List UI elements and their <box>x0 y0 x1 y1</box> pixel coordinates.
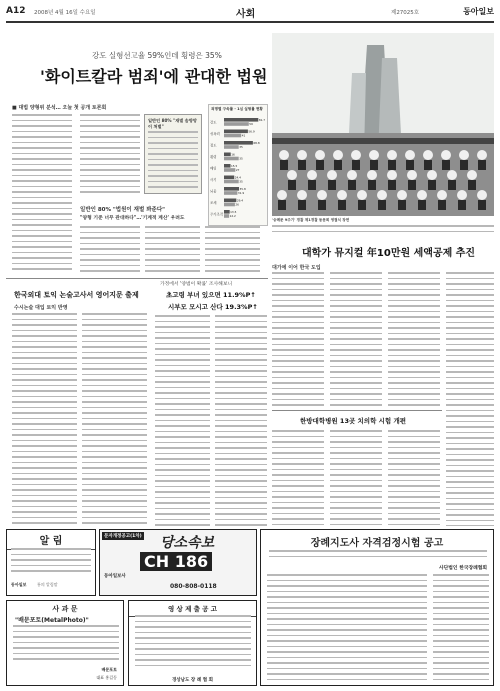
lead-body-col3 <box>145 226 200 274</box>
lead-subhead-3: "양형 기준 너무 관대하다"…'기계적 계산' 우려도 <box>80 216 185 221</box>
chart-bar <box>224 187 239 191</box>
mid-box-line2: 시부모 모시고 산다 19.3%P↑ <box>168 303 258 311</box>
chart-bar <box>224 214 229 218</box>
pos-ad-number: CH 186 <box>140 552 212 571</box>
chart-category-label: 성폭력 <box>210 132 220 136</box>
lead-body-col1 <box>12 114 72 274</box>
chart-bar <box>224 145 239 149</box>
chart-bar <box>224 203 235 207</box>
conviction-chart <box>208 104 268 226</box>
chart-bar <box>224 199 236 203</box>
shop-ad <box>128 600 257 686</box>
chart-value-label: 24.4 <box>234 175 241 180</box>
lead-headline: '화이트칼라 범죄'에 관대한 법원 <box>40 67 268 86</box>
lead-body-col2b <box>80 226 140 274</box>
section-title: 사회 <box>236 9 256 20</box>
right-headline: 대학가 뮤지컬 年10만원 세액공제 추진 <box>302 248 476 259</box>
page-number: A12 <box>6 6 26 16</box>
shop-ad-title: 영 상 제 출 공 고 <box>129 601 256 617</box>
mid-right-col3 <box>388 430 440 526</box>
newspaper-name: 동아일보 <box>463 7 494 16</box>
mid-left-col1 <box>12 313 77 526</box>
apology-ad-sign2: 대표 홍길동 <box>96 675 117 680</box>
lead-body-col2 <box>80 114 140 196</box>
chart-value-label: 35 <box>239 145 243 150</box>
mid-right-col1 <box>272 430 324 526</box>
notice-ad <box>6 529 96 596</box>
mid-right-col2 <box>330 430 382 526</box>
right-subhead: 대가에 이어 한국 도입 <box>272 265 321 271</box>
apology-ad-headline: "배문포토(MetalPhoto)" <box>15 617 89 624</box>
sidebar-quote-body <box>148 131 198 189</box>
right-body-col1 <box>272 272 324 407</box>
mid-box-col1 <box>155 315 210 526</box>
chart-value-label: 13.5 <box>230 210 237 214</box>
lead-divider <box>6 278 268 279</box>
right-body-col4 <box>446 272 494 526</box>
notice-ad-title: 알 림 <box>7 530 95 550</box>
apology-ad-title: 사 과 문 <box>52 605 78 613</box>
chart-value-label: 31.9 <box>237 191 245 196</box>
chart-value-label: 35.8 <box>239 187 246 191</box>
mid-box-col2 <box>215 315 267 526</box>
funeral-exam-ad <box>260 529 494 686</box>
chart-category-label: 조세 <box>210 201 217 205</box>
lead-subhead-2: 일반인 80% "법원이 재벌 봐준다" <box>80 207 165 213</box>
apology-ad-sign: 배문포토 <box>101 667 117 672</box>
chart-bar <box>224 141 253 145</box>
chart-value-label: 56.9 <box>248 129 255 134</box>
right-body-col3 <box>388 272 440 407</box>
funeral-exam-title: 장례지도사 자격검정시험 공고 <box>310 538 444 549</box>
chart-bar <box>224 130 248 134</box>
mid-box-line1: 초고령 부녀 있으면 11.9%P↑ <box>166 291 256 299</box>
notice-ad-sign-note: 통의 알림말 <box>37 582 58 587</box>
chart-value-label: 16 <box>231 152 235 157</box>
funeral-exam-intro <box>269 550 487 564</box>
pos-ad <box>99 529 257 596</box>
lead-body-col4 <box>205 226 260 274</box>
chart-value-label: 26 <box>235 202 239 207</box>
mid-right-headline: 한방대학병원 13곳 치의학 시험 개편 <box>300 417 407 425</box>
chart-bar <box>224 118 258 122</box>
page-header <box>6 5 494 23</box>
chart-bar <box>224 164 231 168</box>
chart-title: 죄명별 구속률 - 1심 실형률 현황 <box>211 107 263 111</box>
chart-value-label: 59 <box>249 122 253 127</box>
funeral-exam-org: 사단법인 한국장례협회 <box>438 566 487 571</box>
chart-bar <box>224 210 230 214</box>
sidebar-quote-box <box>144 114 202 194</box>
pos-ad-phone: 080-808-0118 <box>170 583 217 590</box>
mid-left-subhead: 수시논술 대입 토익 반영 <box>14 305 68 311</box>
right-body-col2 <box>330 272 382 407</box>
chart-value-label: 29.4 <box>236 198 244 203</box>
chart-value-label: 27 <box>235 168 240 173</box>
funeral-exam-table <box>267 574 427 680</box>
funeral-exam-side <box>433 574 489 680</box>
sidebar-quote: 일반인 80% "재벌 솜방망이 처벌" <box>148 118 197 129</box>
issue-number: 제27025호 <box>391 10 420 16</box>
chart-category-label: 배임 <box>210 166 217 171</box>
memorial-photo-image <box>272 33 494 216</box>
notice-ad-sign: 동아일보 <box>11 582 27 587</box>
chart-category-label: 절도 <box>210 143 217 148</box>
chart-category-label: 횡령 <box>210 155 217 159</box>
mid-left-col2 <box>82 313 147 526</box>
mid-left-headline: 한국외대 토익 논술고사서 영어지문 출제 <box>14 291 139 299</box>
memorial-photo <box>272 33 494 216</box>
lead-kicker: 강도 실형선고율 59%인데 횡령은 35% <box>92 51 222 60</box>
apology-ad <box>6 600 124 686</box>
chart-category-label: 강도 <box>210 120 217 125</box>
apology-ad-body <box>13 625 119 667</box>
pos-ad-header: 문자개정공고(1차) <box>104 534 142 539</box>
chart-value-label: 35 <box>239 156 243 161</box>
chart-value-label: 68.8 <box>253 141 260 145</box>
chart-bar <box>224 168 235 172</box>
chart-value-label: 35 <box>239 179 243 184</box>
mid-right-divider <box>272 410 442 411</box>
photo-caption: '숭례문 9주기' 경찰 제1경찰 동문회 영결식 장면 <box>272 218 350 222</box>
chart-bar <box>224 157 239 161</box>
chart-bar <box>224 176 234 180</box>
chart-bar <box>224 191 237 195</box>
bar-chart-svg <box>210 117 268 225</box>
photo-caption-body <box>272 225 494 239</box>
pos-ad-brand: 당소속보 <box>160 535 215 551</box>
chart-value-label: 15.5 <box>231 164 238 168</box>
chart-category-label: 사기 <box>210 178 217 182</box>
shop-ad-footer: 경상남도 장 례 협 회 <box>171 678 214 683</box>
chart-bar <box>224 153 231 157</box>
chart-value-label: 12.2 <box>229 214 236 219</box>
chart-bar <box>224 134 241 138</box>
chart-category-label: 주가조작 <box>210 212 224 217</box>
lead-subhead: ■ 대법 양형위 분석… 오늘 첫 공개 토론회 <box>12 105 107 111</box>
pos-ad-sub: 동아일보사 <box>104 574 126 579</box>
shop-ad-body <box>135 615 251 673</box>
notice-ad-body <box>11 548 91 576</box>
chart-value-label: 41 <box>241 133 246 138</box>
mid-box-kicker: 가정에서 '양범이 확률' 조사해보니 <box>160 282 233 287</box>
issue-date: 2008년 4월 16일 수요일 <box>34 10 96 16</box>
chart-bar <box>224 180 239 184</box>
chart-bar <box>224 122 249 126</box>
chart-category-label: 뇌물 <box>210 189 217 194</box>
chart-value-label: 81.7 <box>258 118 266 122</box>
